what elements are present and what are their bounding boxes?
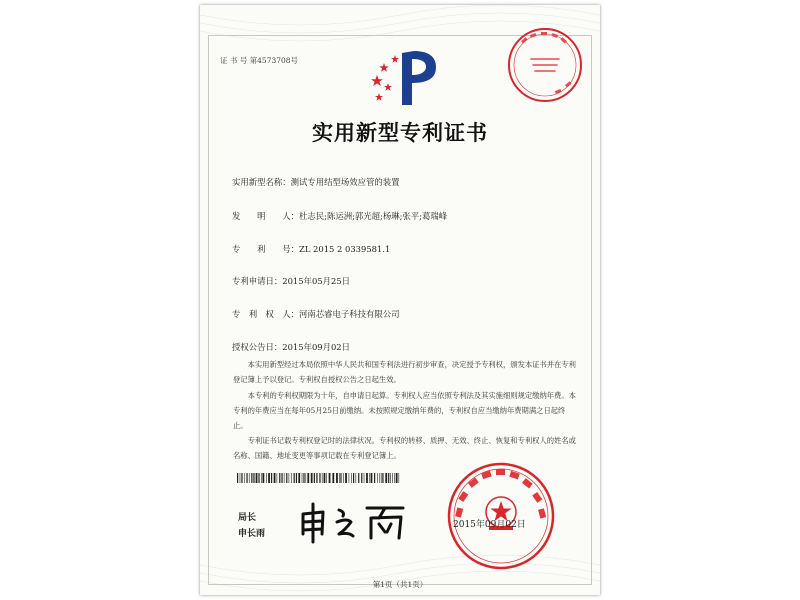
field-value: 2015年05月25日: [282, 276, 351, 286]
director-title: 局长: [238, 513, 257, 523]
field-value: 杜志民;陈运洲;郭光超;杨琳;张平;葛瑞峰: [299, 211, 448, 221]
certificate-number: 证 书 号 第4573708号: [220, 56, 299, 65]
field-label: 专利申请日：: [232, 276, 283, 286]
director-signature: [295, 500, 425, 544]
paragraph-term: 本专利的专利权期限为十年，自申请日起算。专利权人应当依照专利法及其实施细则规定缴纳年费。本专利的年费应当在每年05月25日前缴纳。未按照规定缴纳年费的，专利权自应当缴纳年费期满之日起终止。: [233, 391, 576, 430]
field-label: 专 利 权 人：: [232, 309, 299, 319]
field-patent-number: [232, 243, 390, 255]
field-value: 2015年09月02日: [282, 342, 351, 352]
field-label: 专 利 号：: [232, 244, 299, 254]
paragraph-grant: 本实用新型经过本局依照中华人民共和国专利法进行初步审查，决定授予专利权，颁发本证书并在专利登记簿上予以登记。专利权自授权公告之日起生效。: [233, 360, 576, 384]
paragraph-registration: 专利证书记载专利权登记时的法律状况。专利权的转移、质押、无效、终止、恢复和专利权人的姓名或名称、国籍、地址变更等事项记载在专利登记簿上。: [233, 436, 576, 460]
field-label: 实用新型名称：: [232, 177, 291, 187]
field-label: 授权公告日：: [232, 342, 283, 352]
small-red-seal: [505, 25, 585, 105]
field-grant-date: [232, 341, 350, 353]
field-application-date: [232, 275, 350, 287]
field-inventors: [232, 210, 447, 222]
patent-office-logo: [370, 45, 440, 110]
seal-date: 2015年09月02日: [453, 520, 526, 530]
barcode: [237, 473, 401, 483]
director-name: 申长雨: [238, 529, 266, 539]
page-number: 第1页（共1页）: [372, 580, 428, 589]
field-value: 测试专用结型场效应管的装置: [290, 177, 400, 187]
field-patentee: [232, 308, 400, 320]
field-value: 河南芯睿电子科技有限公司: [299, 309, 400, 319]
field-label: 发 明 人：: [232, 211, 299, 221]
field-value: ZL 2015 2 0339581.1: [299, 244, 391, 254]
official-red-seal: [445, 460, 557, 572]
certificate-title: 实用新型专利证书: [312, 120, 488, 145]
field-utility-model-name: [232, 176, 400, 188]
patent-certificate: [200, 5, 600, 595]
